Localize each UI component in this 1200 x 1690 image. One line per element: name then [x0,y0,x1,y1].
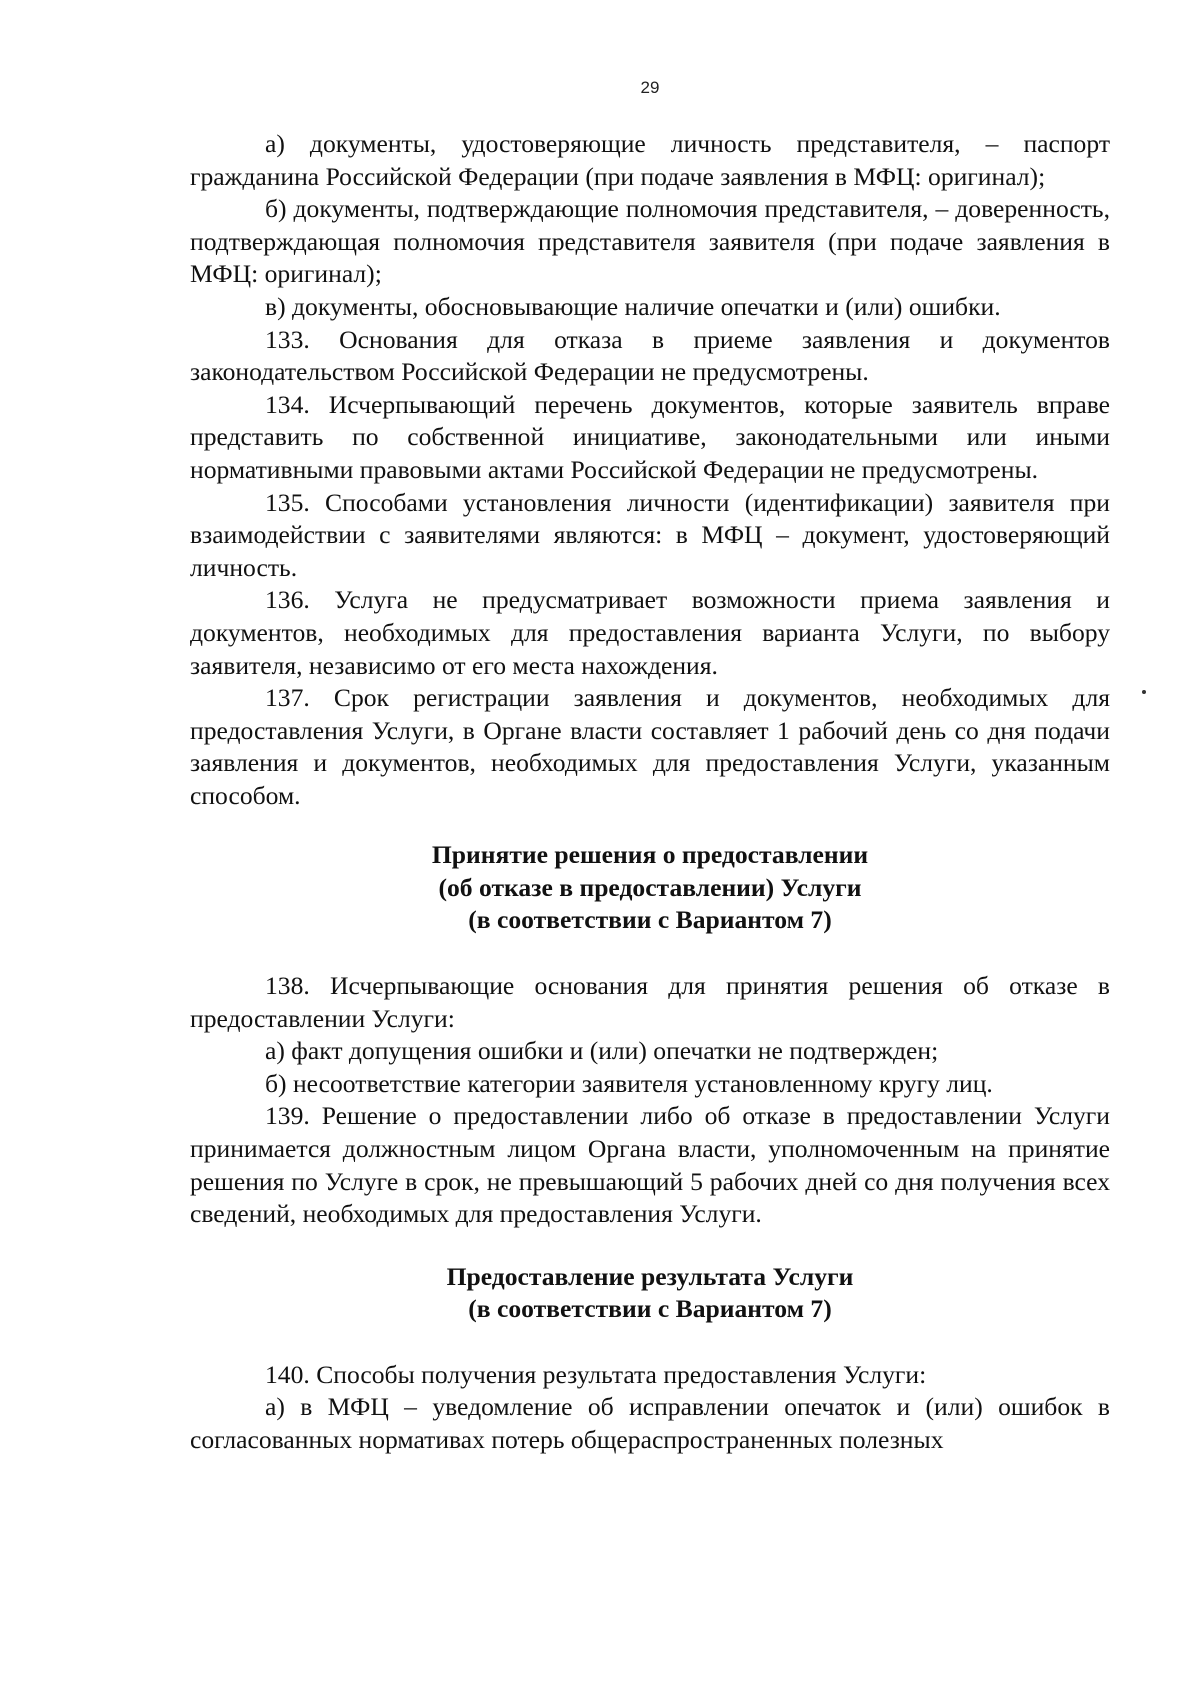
page-number: 29 [640,78,660,97]
paragraph-140: 140. Способы получения результата предоставления Услуги: [265,1359,927,1389]
section-heading-decision [190,839,1110,937]
document-body [190,128,1110,1457]
paragraph-138-a: а) факт допущения ошибки и (или) опечатки не подтвержден; [265,1036,939,1066]
heading-line: (в соответствии с Вариантом 7) [468,905,832,935]
section-heading-result [190,1261,1110,1326]
heading-line: Принятие решения о предоставлении [431,840,869,870]
paragraph-item-a: а) документы, удостоверяющие личность представителя, – паспорт гражданина Российской Федерации (при подаче заявления в МФЦ: оригинал); [190,129,1110,191]
paragraph-134: 134. Исчерпывающий перечень документов, которые заявитель вправе представить по собственной инициативе, законодательными или иными нормативными правовыми актами Российской Федерации не предусмотрены. [190,389,1110,484]
paragraph-133: 133. Основания для отказа в приеме заявления и документов законодательством Российской Федерации не предусмотрены. [190,324,1110,387]
heading-line: Предоставление результата Услуги [446,1261,854,1291]
paragraph-138-b: б) несоответствие категории заявителя установленному кругу лиц. [265,1068,993,1098]
paragraph-137: 137. Срок регистрации заявления и документов, необходимых для предоставления Услуги, в Органе власти составляет 1 рабочий день со дня подачи заявления и документов, необходимых для предоставления Услуги, указанным способом. [190,683,1110,810]
paragraph-item-v: в) документы, обосновывающие наличие опечатки и (или) ошибки. [265,291,1001,321]
paragraph-139: 139. Решение о предоставлении либо об отказе в предоставлении Услуги принимается должностным лицом Органа власти, уполномоченным на принятие решения по Услуге в срок, не превышающий 5 рабочих дней со дня получения всех сведений, необходимых для предоставления Услуги. [190,1101,1110,1229]
paragraph-140-a: а) в МФЦ – уведомление об исправлении опечаток и (или) ошибок в согласованных нормативах потерь общераспространенных полезных [190,1392,1110,1454]
paragraph-item-b: б) документы, подтверждающие полномочия представителя, – доверенность, подтверждающая полномочия представителя заявителя (при подаче заявления в МФЦ: оригинал); [190,194,1110,289]
scan-speck [1142,690,1146,694]
paragraph-135: 135. Способами установления личности (идентификации) заявителя при взаимодействии с заявителями являются: в МФЦ – документ, удостоверяющий личность. [190,487,1110,582]
paragraph-138: 138. Исчерпывающие основания для принятия решения об отказе в предоставлении Услуги: [190,970,1110,1033]
paragraph-136: 136. Услуга не предусматривает возможности приема заявления и документов, необходимых для предоставления варианта Услуги, по выбору заявителя, независимо от его места нахождения. [190,585,1110,680]
heading-line: (в соответствии с Вариантом 7) [468,1294,832,1324]
heading-line: (об отказе в предоставлении) Услуги [438,872,862,902]
